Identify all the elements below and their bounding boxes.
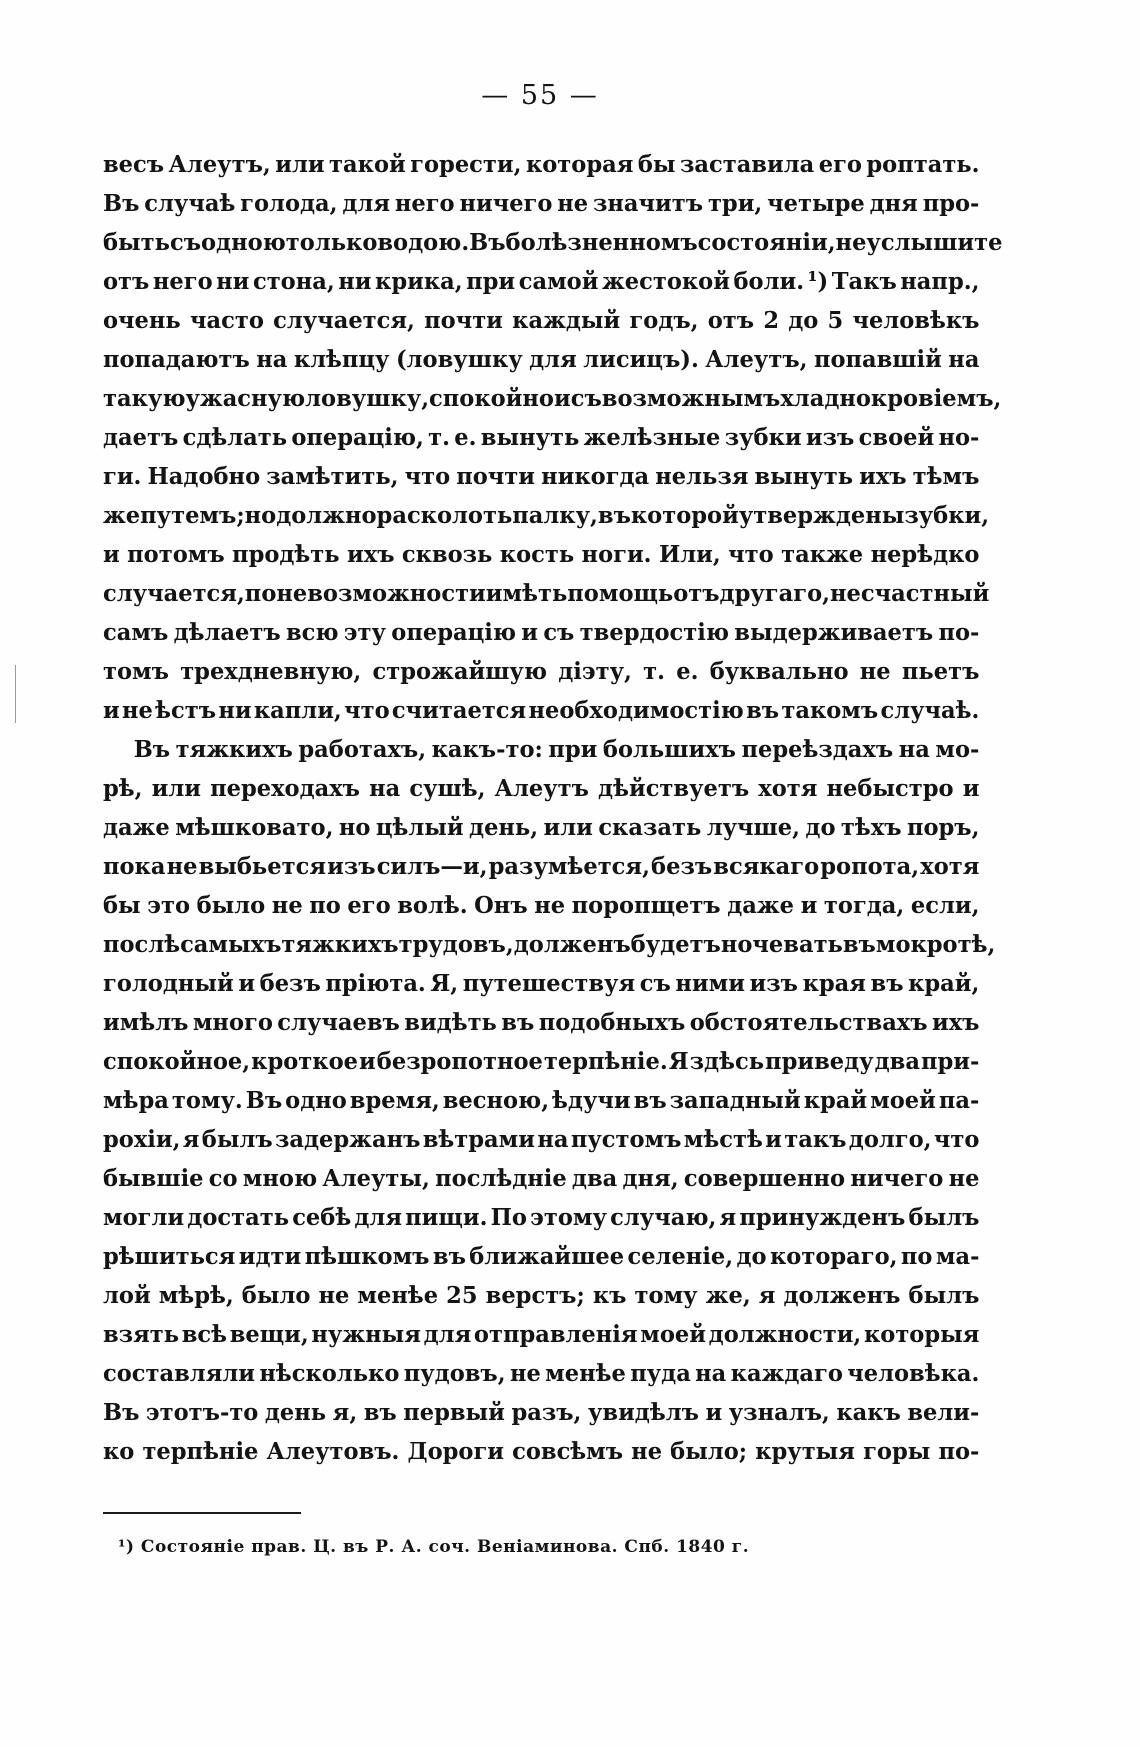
text-line: Въ тяжкихъ работахъ, какъ-то: при большихъ переѣздахъ на мо-	[133, 735, 980, 763]
text-line: рохіи, я былъ задержанъ вѣтрами на пустомъ мѣстѣ и такъ долго, что	[103, 1125, 980, 1153]
text-line: случается, по невозможности имѣть помощь отъ другаго, несчастный	[103, 579, 990, 607]
text-line: имѣлъ много случаевъ видѣть въ подобныхъ обстоятельствахъ ихъ	[103, 1008, 980, 1036]
text-line: же путемъ; но должно расколоть палку, въ которой утверждены зубки,	[103, 501, 990, 529]
text-line: бывшіе со мною Алеуты, послѣдніе два дня, совершенно ничего не	[103, 1164, 980, 1192]
page-number: — 55 —	[481, 80, 599, 111]
text-line: составляли нѣсколько пудовъ, не менѣе пуда на каждаго человѣка.	[103, 1359, 980, 1387]
text-line: ко терпѣніе Алеутовъ. Дороги совсѣмъ не было; крутыя горы по-	[103, 1437, 980, 1465]
body-text	[103, 145, 1003, 1471]
margin-mark	[15, 665, 16, 723]
text-line: самъ дѣлаетъ всю эту операцію и съ твердостію выдерживаетъ по-	[103, 618, 980, 646]
text-line: даже мѣшковато, но цѣлый день, или сказать лучше, до тѣхъ поръ,	[103, 813, 980, 841]
text-line: ги. Надобно замѣтить, что почти никогда нельзя вынуть ихъ тѣмъ	[103, 462, 980, 490]
text-line: попадаютъ на клѣпцу (ловушку для лисицъ). Алеутъ, попавшій на	[103, 345, 980, 373]
text-line: мѣра тому. Въ одно время, весною, ѣдучи въ западный край моей па-	[103, 1086, 980, 1114]
text-line: Въ этотъ-то день я, въ первый разъ, увидѣлъ и узналъ, какъ вели-	[103, 1398, 980, 1426]
text-line: даетъ сдѣлать операцію, т. е. вынуть желѣзные зубки изъ своей но-	[103, 423, 980, 451]
text-line: весъ Алеутъ, или такой горести, которая бы заставила его роптать.	[103, 150, 980, 178]
text-line: Въ случаѣ голода, для него ничего не значитъ три, четыре дня про-	[103, 189, 980, 217]
text-line: быть съ одною только водою. Въ болѣзненномъ состояніи, не услышите	[103, 228, 1003, 256]
text-line: пока не выбьется изъ силъ—и, разумѣется, безъ всякаго ропота, хотя	[103, 852, 980, 880]
text-line: и не ѣстъ ни капли, что считается необходимостію въ такомъ случаѣ.	[103, 696, 980, 724]
text-line: голодный и безъ пріюта. Я, путешествуя съ ними изъ края въ край,	[103, 969, 980, 997]
text-line: лой мѣрѣ, было не менѣе 25 верстъ; къ тому же, я долженъ былъ	[103, 1281, 980, 1309]
footnote: ¹) Состояніе прав. Ц. въ Р. А. соч. Веніаминова. Спб. 1840 г.	[118, 1537, 750, 1557]
text-line: очень часто случается, почти каждый годъ, отъ 2 до 5 человѣкъ	[103, 306, 980, 334]
text-line: отъ него ни стона, ни крика, при самой жестокой боли. ¹) Такъ напр.,	[103, 267, 980, 295]
text-line: спокойное, кроткое и безропотное терпѣніе. Я здѣсь приведу два при-	[103, 1047, 980, 1075]
text-line: такую ужасную ловушку, спокойно и съ возможнымъ хладнокровіемъ,	[103, 384, 1002, 412]
text-line: взять всѣ вещи, нужныя для отправленія моей должности, которыя	[103, 1320, 980, 1348]
text-line: послѣ самыхъ тяжкихъ трудовъ, долженъ будетъ ночевать въ мокротѣ,	[103, 930, 996, 958]
text-line: рѣ, или переходахъ на сушѣ, Алеутъ дѣйствуетъ хотя небыстро и	[103, 774, 980, 802]
text-line: и потомъ продѣть ихъ сквозь кость ноги. Или, что также нерѣдко	[103, 540, 980, 568]
text-line: томъ трехдневную, строжайшую діэту, т. е. буквально не пьетъ	[103, 657, 980, 685]
footnote-rule	[103, 1512, 301, 1514]
text-line: рѣшиться идти пѣшкомъ въ ближайшее селеніе, до котораго, по ма-	[103, 1242, 980, 1270]
text-line: могли достать себѣ для пищи. По этому случаю, я принужденъ былъ	[103, 1203, 980, 1231]
text-line: бы это было не по его волѣ. Онъ не поропщетъ даже и тогда, если,	[103, 891, 980, 919]
